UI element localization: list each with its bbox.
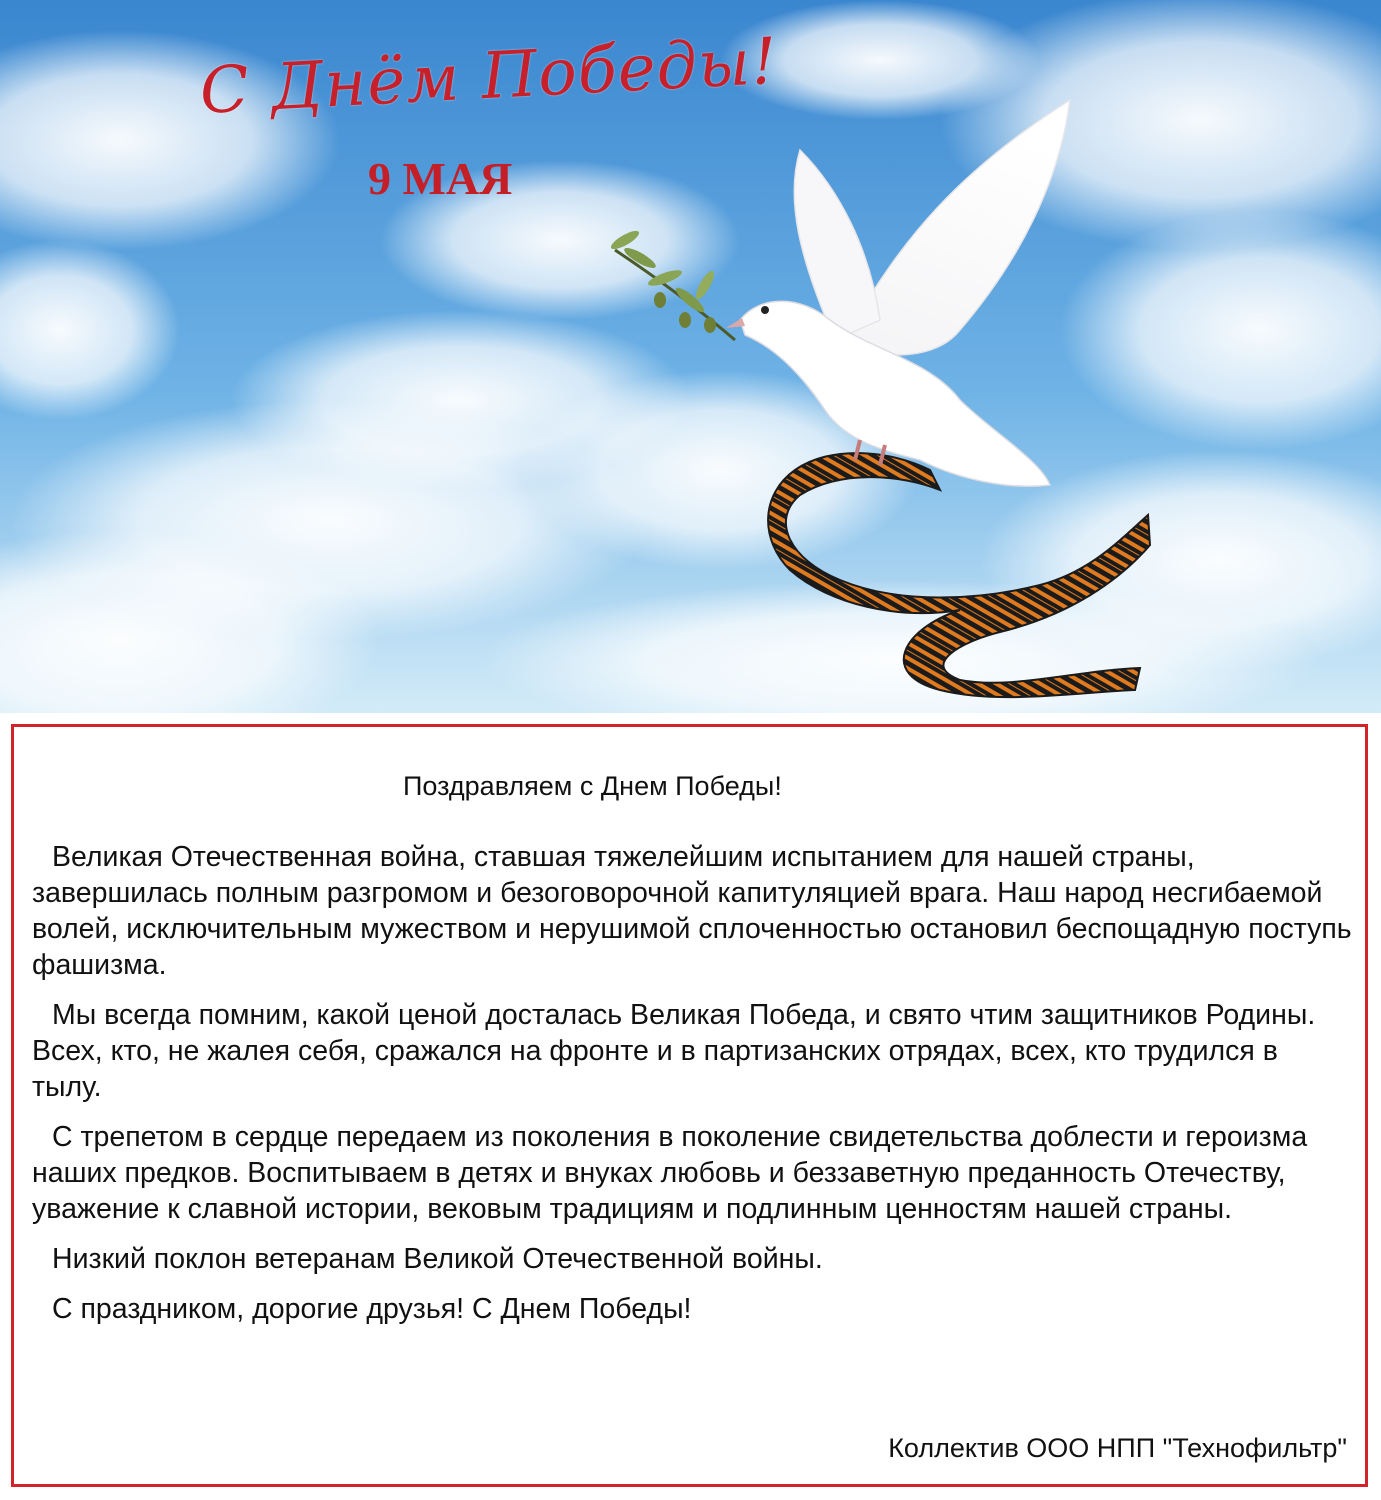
paragraph: С трепетом в сердце передаем из поколения в поколение свидетельства доблести и героизма наших предков. Воспитываем в детях и внуках любовь и беззаветную преданность Отечеству, уважение к славной истории, вековым традициям и подлинным ценностям нашей страны.: [32, 1121, 1308, 1225]
paragraph: Мы всегда помним, какой ценой досталась Великая Победа, и свято чтим защитников Родины. Всех, кто, не жалея себя, сражался на фронте и в партизанских отрядах, всех, кто трудился в тылу.: [32, 999, 1316, 1103]
greeting-date: 9 МАЯ: [368, 153, 513, 204]
paragraph: Великая Отечественная война, ставшая тяжелейшим испытанием для нашей страны, завершилась полным разгромом и безоговорочной капитуляцией врага. Наш народ несгибаемой волей, исключительным мужеством и нерушимой сплоченностью остановил беспощадную поступь фашизма.: [32, 841, 1352, 981]
congratulation-letter: [11, 724, 1368, 1487]
letter-title: Поздравляем с Днем Победы!: [403, 771, 782, 801]
signature: Коллектив ООО НПП "Технофильтр": [888, 1433, 1347, 1463]
greeting-headline: С Днём Победы!: [198, 24, 780, 129]
greeting-banner: [0, 0, 1381, 713]
paragraph: С праздником, дорогие друзья! С Днем Победы!: [52, 1293, 692, 1325]
paragraph: Низкий поклон ветеранам Великой Отечественной войны.: [52, 1243, 823, 1275]
letter-body: [32, 839, 1352, 1341]
